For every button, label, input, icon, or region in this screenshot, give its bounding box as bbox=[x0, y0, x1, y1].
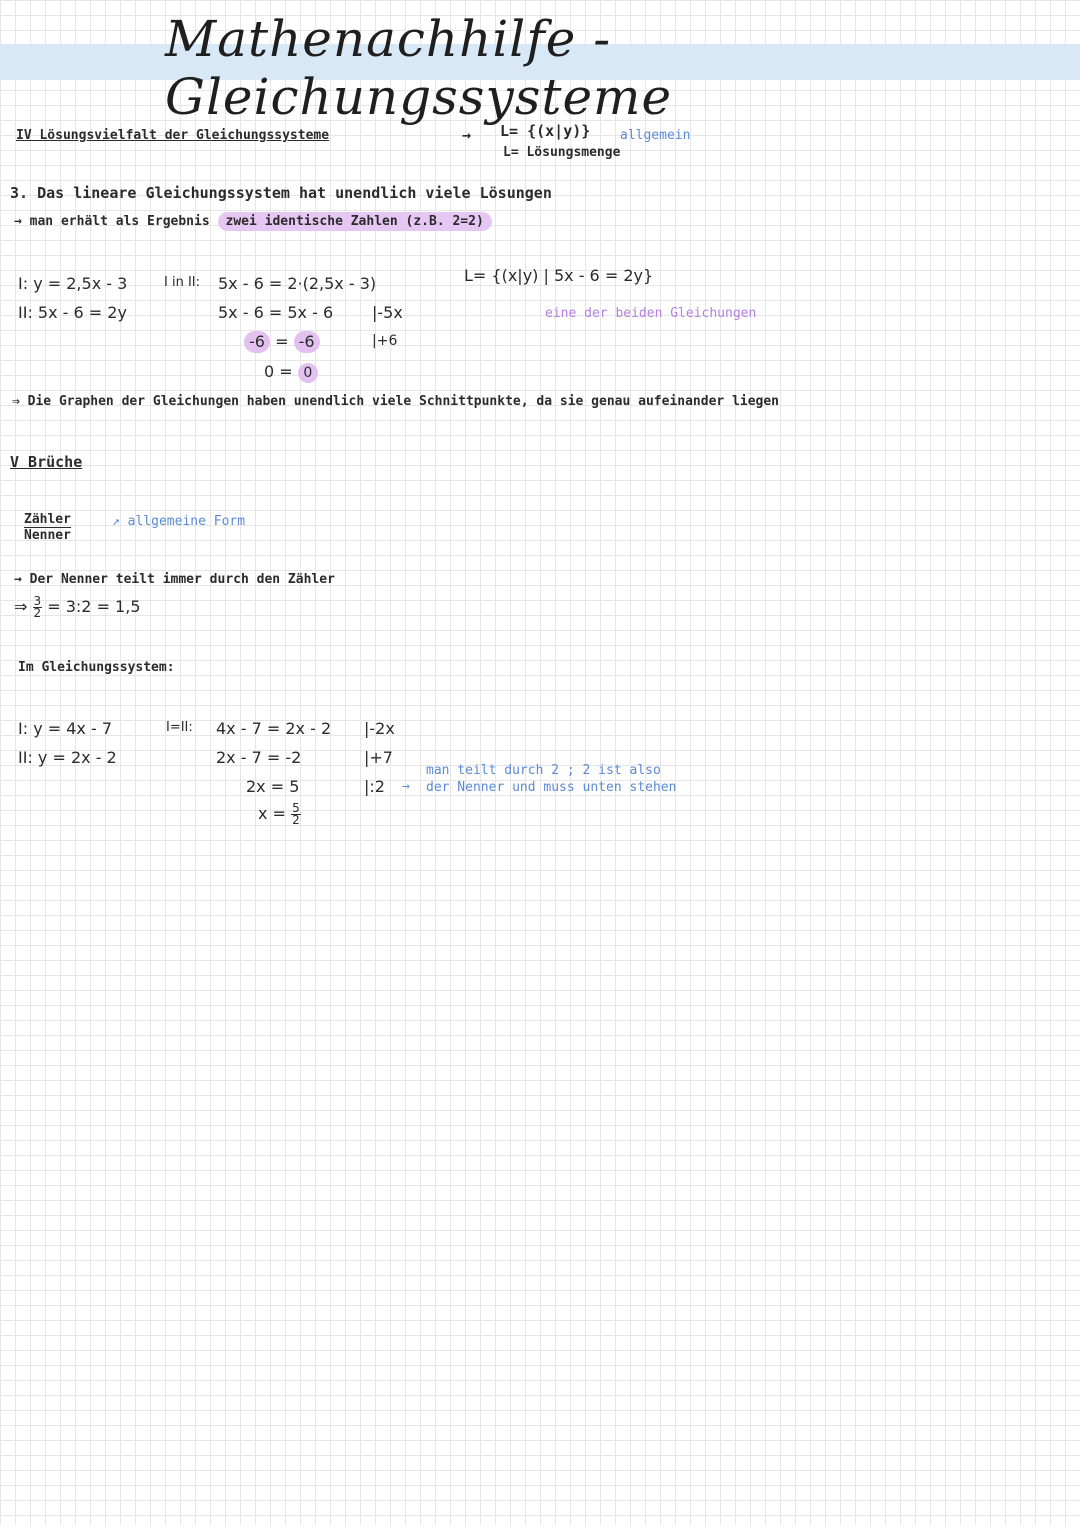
solution-note: eine der beiden Gleichungen bbox=[545, 306, 757, 321]
fraction-rule: → Der Nenner teilt immer durch den Zähler bbox=[14, 572, 335, 587]
result-numerator: 5 bbox=[292, 801, 300, 815]
fraction-general-form bbox=[24, 512, 71, 543]
identical-numbers-highlight: zwei identische Zahlen (z.B. 2=2) bbox=[218, 212, 492, 231]
solution-set-notation: L= {(x|y)} bbox=[500, 122, 591, 140]
set-label: L= Lösungsmenge bbox=[503, 145, 621, 160]
result-fraction bbox=[291, 803, 301, 826]
zero-equals: = bbox=[279, 362, 293, 381]
system3-op2: |+6 bbox=[372, 333, 398, 349]
conclusion: ⇒ Die Graphen der Gleichungen haben unendlich viele Schnittpunkte, da sie genau aufeinander liegen bbox=[12, 394, 780, 409]
system3-eq1: I: y = 2,5x - 3 bbox=[18, 274, 128, 293]
section-5-heading: V Brüche bbox=[10, 453, 83, 471]
result-prefix: x = bbox=[258, 804, 286, 823]
example-numerator: 3 bbox=[33, 594, 42, 608]
note-arrow: → bbox=[402, 779, 410, 794]
system3-solution: L= {(x|y) | 5x - 6 = 2y} bbox=[464, 266, 654, 285]
system5-op1: |-2x bbox=[364, 719, 395, 738]
set-note-general: allgemein bbox=[620, 128, 691, 143]
general-form-text: allgemeine Form bbox=[127, 514, 246, 529]
system3-step3 bbox=[244, 331, 320, 353]
system5-eq2: II: y = 2x - 2 bbox=[18, 748, 117, 767]
system5-op2: |+7 bbox=[364, 748, 393, 767]
system5-equate-label: I=II: bbox=[166, 720, 193, 735]
system5-step3: 2x = 5 bbox=[246, 777, 300, 796]
system5-result bbox=[258, 803, 301, 826]
right-circle: -6 bbox=[294, 331, 320, 353]
system5-eq1: I: y = 4x - 7 bbox=[18, 719, 113, 738]
system5-step1: 4x - 7 = 2x - 2 bbox=[216, 719, 332, 738]
system5-op3: |:2 bbox=[364, 777, 385, 796]
system3-substitution-label: I in II: bbox=[164, 275, 200, 290]
example-rest: = 3:2 = 1,5 bbox=[47, 597, 141, 616]
left-circle: -6 bbox=[244, 331, 270, 353]
in-system-label: Im Gleichungssystem: bbox=[18, 660, 175, 675]
denominator-note-line1: man teilt durch 2 ; 2 ist also bbox=[426, 763, 661, 778]
step3-equals: = bbox=[275, 332, 289, 351]
denominator-note-line2: der Nenner und muss unten stehen bbox=[426, 780, 677, 795]
section-4-heading: IV Lösungsvielfalt der Gleichungssysteme bbox=[16, 128, 330, 143]
example-arrow: ⇒ bbox=[14, 597, 28, 616]
system3-step2: 5x - 6 = 5x - 6 bbox=[218, 303, 334, 322]
example-fraction bbox=[33, 596, 43, 619]
fraction-example bbox=[14, 596, 141, 619]
zero-right-circle: 0 bbox=[298, 363, 318, 383]
numerator-label: Zähler bbox=[24, 512, 71, 527]
general-form-note: ↗ allgemeine Form bbox=[112, 514, 246, 529]
zero-left: 0 bbox=[264, 362, 275, 381]
example-denominator: 2 bbox=[33, 606, 42, 620]
system3-op1: |-5x bbox=[372, 303, 403, 322]
page-title: Mathenachhilfe - Gleichungssysteme bbox=[165, 10, 673, 126]
system3-step1: 5x - 6 = 2·(2,5x - 3) bbox=[218, 274, 377, 293]
denominator-label: Nenner bbox=[24, 528, 71, 543]
case-3-heading: 3. Das lineare Gleichungssystem hat unendlich viele Lösungen bbox=[10, 184, 552, 202]
system5-step2: 2x - 7 = -2 bbox=[216, 748, 302, 767]
result-denominator: 2 bbox=[292, 813, 300, 827]
result-line-prefix: → man erhält als Ergebnis bbox=[14, 214, 210, 229]
system3-eq2: II: 5x - 6 = 2y bbox=[18, 303, 127, 322]
system3-step4 bbox=[264, 362, 318, 383]
heading-arrow: → bbox=[462, 126, 472, 144]
case-3-result-line bbox=[14, 214, 492, 229]
